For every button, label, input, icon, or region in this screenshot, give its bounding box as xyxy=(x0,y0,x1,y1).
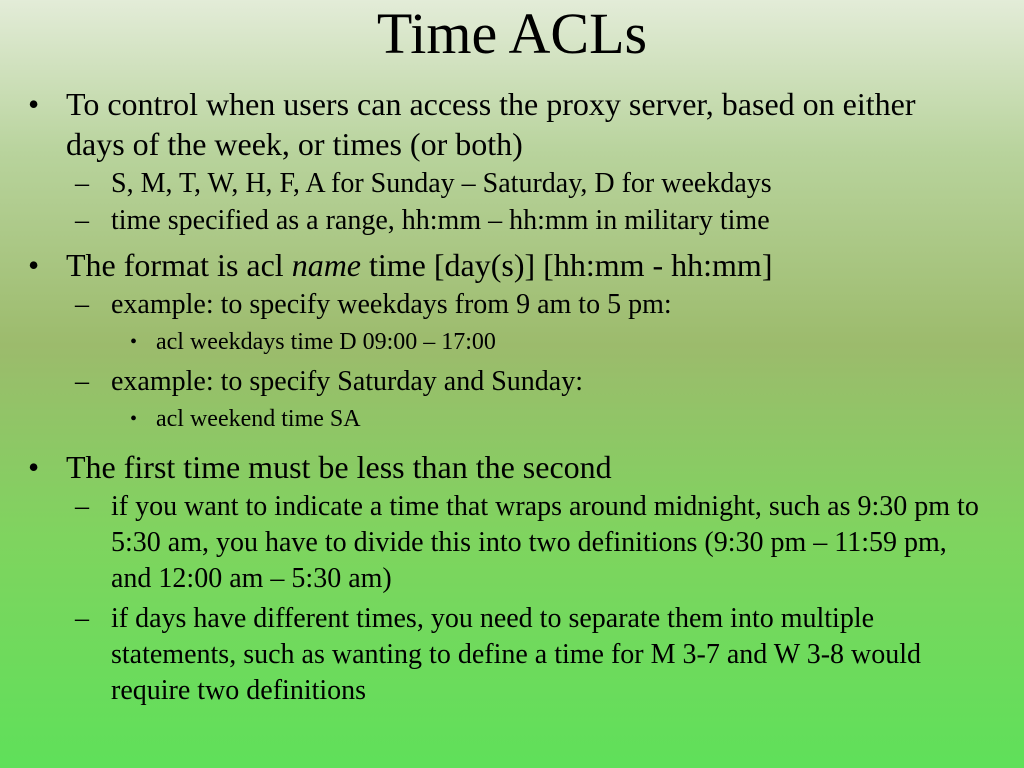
bullet-marker: • xyxy=(28,86,40,122)
bullet-text: To control when users can access the proxy server, based on either days of the week, or times (or both) xyxy=(66,86,916,162)
sub-bullet-text: S, M, T, W, H, F, A for Sunday – Saturday, D for weekdays xyxy=(111,168,772,199)
small-bullet-marker: • xyxy=(130,331,138,353)
bullet-item xyxy=(0,245,1024,285)
sub-bullet-item xyxy=(0,364,1024,400)
sub-bullet-item xyxy=(0,166,1024,202)
code-example-item xyxy=(0,401,1024,437)
dash-marker: – xyxy=(75,603,89,634)
dash-marker: – xyxy=(75,366,89,397)
sub-bullet-item xyxy=(0,601,1024,709)
slide-body xyxy=(0,84,1024,710)
sub-bullet-text: example: to specify Saturday and Sunday: xyxy=(111,366,583,397)
code-example-text: acl weekend time SA xyxy=(156,406,361,432)
bullet-text-start: The format is acl xyxy=(66,247,292,283)
sub-bullet-item xyxy=(0,287,1024,323)
bullet-text-end: time [day(s)] [hh:mm - hh:mm] xyxy=(361,247,773,283)
small-bullet-marker: • xyxy=(130,408,138,430)
sub-bullet-item xyxy=(0,203,1024,239)
sub-bullet-item xyxy=(0,489,1024,597)
dash-marker: – xyxy=(75,205,89,236)
bullet-text-italic: name xyxy=(291,247,361,283)
dash-marker: – xyxy=(75,289,89,320)
sub-bullet-text: if days have different times, you need to separate them into multiple statements, such as wanting to define a time for M 3-7 and W 3-8 would require two definitions xyxy=(111,603,922,706)
bullet-item xyxy=(0,84,1024,164)
slide-title: Time ACLs xyxy=(376,1,648,66)
dash-marker: – xyxy=(75,491,89,522)
sub-bullet-text: time specified as a range, hh:mm – hh:mm in military time xyxy=(111,205,770,236)
sub-bullet-text: if you want to indicate a time that wraps around midnight, such as 9:30 pm to 5:30 am, you have to divide this into two definitions (9:30 pm – 11:59 pm, and 12:00 am – 5:30 am) xyxy=(111,491,979,594)
bullet-marker: • xyxy=(28,449,40,485)
sub-bullet-text: example: to specify weekdays from 9 am to 5 pm: xyxy=(111,289,672,320)
bullet-text: The first time must be less than the second xyxy=(66,449,612,485)
code-example-item xyxy=(0,324,1024,360)
bullet-item xyxy=(0,447,1024,487)
bullet-marker: • xyxy=(28,247,40,283)
dash-marker: – xyxy=(75,168,89,199)
code-example-text: acl weekdays time D 09:00 – 17:00 xyxy=(156,329,496,355)
